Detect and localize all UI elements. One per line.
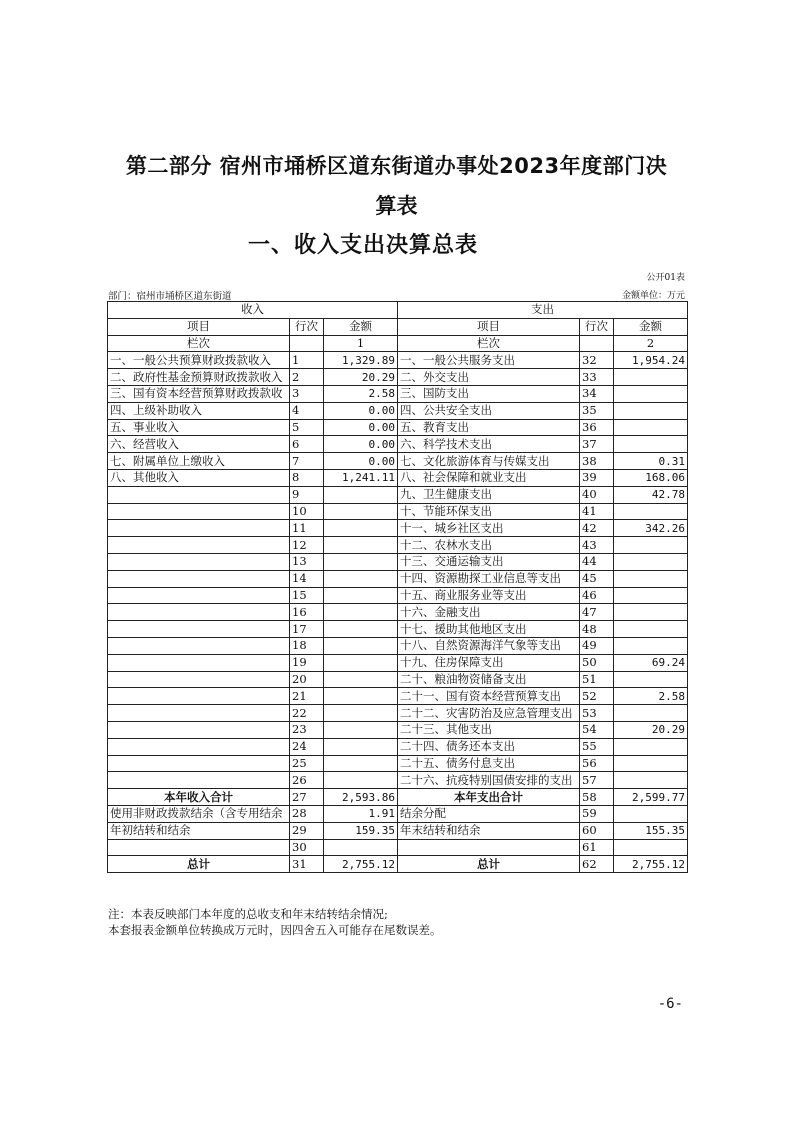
table-row xyxy=(108,385,688,402)
income-col-no: 1 xyxy=(324,335,398,352)
income-amount: 0.00 xyxy=(324,453,398,470)
income-amount xyxy=(324,721,398,738)
table-row xyxy=(108,570,688,587)
empty-cell xyxy=(580,335,614,352)
income-item xyxy=(108,671,290,688)
income-row-no: 20 xyxy=(290,671,324,688)
expense-amount xyxy=(614,604,688,621)
expense-row-no: 59 xyxy=(580,805,614,822)
income-row-no: 14 xyxy=(290,570,324,587)
expense-amount: 342.26 xyxy=(614,520,688,537)
income-row-no: 30 xyxy=(290,839,324,856)
expense-amount: 1,954.24 xyxy=(614,352,688,369)
expense-amount xyxy=(614,419,688,436)
expense-item: 三、国防支出 xyxy=(398,385,580,402)
income-item xyxy=(108,604,290,621)
income-total-no: 27 xyxy=(290,789,324,806)
income-row-no: 3 xyxy=(290,385,324,402)
expense-row-no: 38 xyxy=(580,453,614,470)
income-amount xyxy=(324,587,398,604)
income-row-no: 2 xyxy=(290,369,324,386)
income-item: 六、经营收入 xyxy=(108,436,290,453)
table-row xyxy=(108,805,688,822)
income-amount xyxy=(324,621,398,638)
table-row xyxy=(108,839,688,856)
expense-item: 十三、交通运输支出 xyxy=(398,553,580,570)
income-item xyxy=(108,839,290,856)
income-row-no: 17 xyxy=(290,621,324,638)
grand-total-row xyxy=(108,856,688,873)
expense-row-no: 60 xyxy=(580,822,614,839)
income-item xyxy=(108,688,290,705)
expense-row-no: 50 xyxy=(580,654,614,671)
table-row xyxy=(108,721,688,738)
expense-total-amount: 2,599.77 xyxy=(614,789,688,806)
expense-amount xyxy=(614,436,688,453)
expense-amount: 155.35 xyxy=(614,822,688,839)
income-amount xyxy=(324,553,398,570)
expense-row-no: 51 xyxy=(580,671,614,688)
expense-item: 八、社会保障和就业支出 xyxy=(398,469,580,486)
income-row-no: 25 xyxy=(290,755,324,772)
expense-amount xyxy=(614,839,688,856)
expense-row-no: 53 xyxy=(580,705,614,722)
income-header: 收入 xyxy=(108,302,398,319)
table-row xyxy=(108,537,688,554)
expense-amount xyxy=(614,587,688,604)
expense-row-no: 39 xyxy=(580,469,614,486)
col-label-income: 栏次 xyxy=(108,335,290,352)
income-amount xyxy=(324,772,398,789)
income-expense-table xyxy=(107,301,688,873)
expense-item xyxy=(398,839,580,856)
expense-row-no: 44 xyxy=(580,553,614,570)
table-row xyxy=(108,621,688,638)
income-row-no: 19 xyxy=(290,654,324,671)
income-row-no: 24 xyxy=(290,738,324,755)
table-row xyxy=(108,755,688,772)
document-title: 第二部分 宿州市埇桥区道东街道办事处2023年度部门决 xyxy=(125,154,668,178)
col-row-expense: 行次 xyxy=(580,318,614,335)
expense-row-no: 42 xyxy=(580,520,614,537)
col-amount-income: 金额 xyxy=(324,318,398,335)
column-header-row xyxy=(108,318,688,335)
income-amount xyxy=(324,503,398,520)
table-row xyxy=(108,402,688,419)
expense-item: 二十一、国有资本经营预算支出 xyxy=(398,688,580,705)
column-number-row xyxy=(108,335,688,352)
income-row-no: 11 xyxy=(290,520,324,537)
table-row xyxy=(108,738,688,755)
income-row-no: 4 xyxy=(290,402,324,419)
expense-row-no: 54 xyxy=(580,721,614,738)
table-row xyxy=(108,772,688,789)
expense-amount xyxy=(614,738,688,755)
income-row-no: 29 xyxy=(290,822,324,839)
expense-item: 年末结转和结余 xyxy=(398,822,580,839)
income-item: 二、政府性基金预算财政拨款收入 xyxy=(108,369,290,386)
expense-row-no: 57 xyxy=(580,772,614,789)
expense-amount xyxy=(614,570,688,587)
income-item: 七、附属单位上缴收入 xyxy=(108,453,290,470)
expense-header: 支出 xyxy=(398,302,688,319)
income-row-no: 28 xyxy=(290,805,324,822)
expense-amount xyxy=(614,537,688,554)
table-row xyxy=(108,453,688,470)
expense-item: 四、公共安全支出 xyxy=(398,402,580,419)
income-item xyxy=(108,738,290,755)
table-row xyxy=(108,705,688,722)
income-amount: 1,241.11 xyxy=(324,469,398,486)
expense-row-no: 41 xyxy=(580,503,614,520)
expense-item: 一、一般公共服务支出 xyxy=(398,352,580,369)
expense-row-no: 55 xyxy=(580,738,614,755)
income-amount xyxy=(324,520,398,537)
expense-row-no: 48 xyxy=(580,621,614,638)
expense-row-no: 40 xyxy=(580,486,614,503)
income-row-no: 7 xyxy=(290,453,324,470)
expense-total-no: 58 xyxy=(580,789,614,806)
expense-item: 二十六、抗疫特别国债安排的支出 xyxy=(398,772,580,789)
expense-item: 十四、资源勘探工业信息等支出 xyxy=(398,570,580,587)
expense-row-no: 56 xyxy=(580,755,614,772)
expense-row-no: 45 xyxy=(580,570,614,587)
expense-row-no: 32 xyxy=(580,352,614,369)
table-row xyxy=(108,436,688,453)
expense-amount xyxy=(614,805,688,822)
income-amount xyxy=(324,738,398,755)
income-row-no: 12 xyxy=(290,537,324,554)
income-amount xyxy=(324,839,398,856)
empty-cell xyxy=(290,335,324,352)
expense-amount: 42.78 xyxy=(614,486,688,503)
expense-row-no: 61 xyxy=(580,839,614,856)
expense-item: 五、教育支出 xyxy=(398,419,580,436)
page-number: -6- xyxy=(657,996,683,1012)
income-item xyxy=(108,486,290,503)
table-header-row xyxy=(108,302,688,319)
expense-item: 十、节能环保支出 xyxy=(398,503,580,520)
income-item xyxy=(108,520,290,537)
expense-amount: 0.31 xyxy=(614,453,688,470)
income-row-no: 16 xyxy=(290,604,324,621)
income-amount xyxy=(324,604,398,621)
expense-amount xyxy=(614,553,688,570)
expense-amount xyxy=(614,705,688,722)
expense-item: 十五、商业服务业等支出 xyxy=(398,587,580,604)
income-amount: 0.00 xyxy=(324,436,398,453)
expense-amount: 69.24 xyxy=(614,654,688,671)
expense-amount xyxy=(614,369,688,386)
grand-total-no-expense: 62 xyxy=(580,856,614,873)
income-amount: 0.00 xyxy=(324,402,398,419)
note-line-1: 注：本表反映部门本年度的总收支和年末结转结余情况; xyxy=(108,907,388,921)
expense-amount: 168.06 xyxy=(614,469,688,486)
income-amount: 1.91 xyxy=(324,805,398,822)
expense-item: 十二、农林水支出 xyxy=(398,537,580,554)
income-row-no: 15 xyxy=(290,587,324,604)
income-item: 五、事业收入 xyxy=(108,419,290,436)
income-row-no: 8 xyxy=(290,469,324,486)
income-amount xyxy=(324,671,398,688)
income-amount xyxy=(324,654,398,671)
income-item: 使用非财政拨款结余（含专用结余 xyxy=(108,805,290,822)
income-item xyxy=(108,637,290,654)
income-row-no: 10 xyxy=(290,503,324,520)
expense-item: 二、外交支出 xyxy=(398,369,580,386)
expense-row-no: 49 xyxy=(580,637,614,654)
col-item-income: 项目 xyxy=(108,318,290,335)
expense-item: 十六、金融支出 xyxy=(398,604,580,621)
income-item xyxy=(108,553,290,570)
income-item xyxy=(108,705,290,722)
expense-amount: 2.58 xyxy=(614,688,688,705)
income-amount xyxy=(324,537,398,554)
expense-item: 二十、粮油物资储备支出 xyxy=(398,671,580,688)
income-amount xyxy=(324,486,398,503)
table-row xyxy=(108,503,688,520)
expense-row-no: 35 xyxy=(580,402,614,419)
income-row-no: 1 xyxy=(290,352,324,369)
income-item xyxy=(108,721,290,738)
expense-row-no: 43 xyxy=(580,537,614,554)
section-title: 一、收入支出决算总表 xyxy=(248,233,479,258)
table-row xyxy=(108,469,688,486)
income-amount: 1,329.89 xyxy=(324,352,398,369)
expense-row-no: 37 xyxy=(580,436,614,453)
expense-row-no: 47 xyxy=(580,604,614,621)
expense-item: 二十四、债务还本支出 xyxy=(398,738,580,755)
expense-row-no: 36 xyxy=(580,419,614,436)
table-notes xyxy=(108,906,442,938)
income-row-no: 9 xyxy=(290,486,324,503)
income-total-label: 本年收入合计 xyxy=(108,789,290,806)
income-row-no: 18 xyxy=(290,637,324,654)
year-total-row xyxy=(108,789,688,806)
expense-item: 二十三、其他支出 xyxy=(398,721,580,738)
table-row xyxy=(108,604,688,621)
document-title-continued: 算表 xyxy=(375,194,418,218)
income-amount xyxy=(324,688,398,705)
expense-amount xyxy=(614,402,688,419)
income-row-no: 6 xyxy=(290,436,324,453)
department-label: 部门：宿州市埇桥区道东街道 xyxy=(108,291,232,302)
income-row-no: 23 xyxy=(290,721,324,738)
income-total-amount: 2,593.86 xyxy=(324,789,398,806)
income-item: 四、上级补助收入 xyxy=(108,402,290,419)
col-row-income: 行次 xyxy=(290,318,324,335)
table-row xyxy=(108,352,688,369)
income-item xyxy=(108,503,290,520)
table-row xyxy=(108,369,688,386)
expense-amount xyxy=(614,671,688,688)
income-amount xyxy=(324,570,398,587)
expense-amount: 20.29 xyxy=(614,721,688,738)
grand-total-amount-income: 2,755.12 xyxy=(324,856,398,873)
expense-item: 十一、城乡社区支出 xyxy=(398,520,580,537)
expense-amount xyxy=(614,621,688,638)
income-item xyxy=(108,621,290,638)
grand-total-label-income: 总计 xyxy=(108,856,290,873)
table-row xyxy=(108,654,688,671)
grand-total-amount-expense: 2,755.12 xyxy=(614,856,688,873)
expense-row-no: 52 xyxy=(580,688,614,705)
expense-row-no: 34 xyxy=(580,385,614,402)
income-amount xyxy=(324,637,398,654)
income-item xyxy=(108,537,290,554)
income-item: 年初结转和结余 xyxy=(108,822,290,839)
income-amount: 0.00 xyxy=(324,419,398,436)
income-amount: 20.29 xyxy=(324,369,398,386)
income-row-no: 5 xyxy=(290,419,324,436)
expense-row-no: 46 xyxy=(580,587,614,604)
income-row-no: 22 xyxy=(290,705,324,722)
income-item: 一、一般公共预算财政拨款收入 xyxy=(108,352,290,369)
note-line-2: 本套报表金额单位转换成万元时，因四舍五入可能存在尾数误差。 xyxy=(108,923,442,937)
col-amount-expense: 金额 xyxy=(614,318,688,335)
table-row xyxy=(108,553,688,570)
expense-amount xyxy=(614,503,688,520)
income-amount xyxy=(324,755,398,772)
expense-amount xyxy=(614,755,688,772)
expense-item: 六、科学技术支出 xyxy=(398,436,580,453)
table-row xyxy=(108,688,688,705)
table-row xyxy=(108,520,688,537)
expense-item: 十八、自然资源海洋气象等支出 xyxy=(398,637,580,654)
income-amount xyxy=(324,705,398,722)
expense-amount xyxy=(614,637,688,654)
table-row xyxy=(108,671,688,688)
expense-item: 九、卫生健康支出 xyxy=(398,486,580,503)
income-item xyxy=(108,772,290,789)
grand-total-label-expense: 总计 xyxy=(398,856,580,873)
income-item xyxy=(108,570,290,587)
expense-total-label: 本年支出合计 xyxy=(398,789,580,806)
income-item: 三、国有资本经营预算财政拨款收 xyxy=(108,385,290,402)
income-amount: 159.35 xyxy=(324,822,398,839)
income-item xyxy=(108,755,290,772)
table-row xyxy=(108,637,688,654)
expense-col-no: 2 xyxy=(614,335,688,352)
col-item-expense: 项目 xyxy=(398,318,580,335)
table-row xyxy=(108,822,688,839)
income-row-no: 21 xyxy=(290,688,324,705)
income-item xyxy=(108,587,290,604)
expense-amount xyxy=(614,772,688,789)
expense-item: 二十二、灾害防治及应急管理支出 xyxy=(398,705,580,722)
income-amount: 2.58 xyxy=(324,385,398,402)
expense-item: 七、文化旅游体育与传媒支出 xyxy=(398,453,580,470)
expense-item: 二十五、债务付息支出 xyxy=(398,755,580,772)
expense-row-no: 33 xyxy=(580,369,614,386)
unit-label: 金额单位：万元 xyxy=(621,291,685,301)
expense-item: 十七、援助其他地区支出 xyxy=(398,621,580,638)
income-row-no: 26 xyxy=(290,772,324,789)
expense-item: 结余分配 xyxy=(398,805,580,822)
table-row xyxy=(108,486,688,503)
income-item xyxy=(108,654,290,671)
income-item: 八、其他收入 xyxy=(108,469,290,486)
form-code: 公开01表 xyxy=(646,273,685,283)
expense-item: 十九、住房保障支出 xyxy=(398,654,580,671)
grand-total-no-income: 31 xyxy=(290,856,324,873)
table-row xyxy=(108,419,688,436)
expense-amount xyxy=(614,385,688,402)
col-label-expense: 栏次 xyxy=(398,335,580,352)
income-row-no: 13 xyxy=(290,553,324,570)
table-row xyxy=(108,587,688,604)
